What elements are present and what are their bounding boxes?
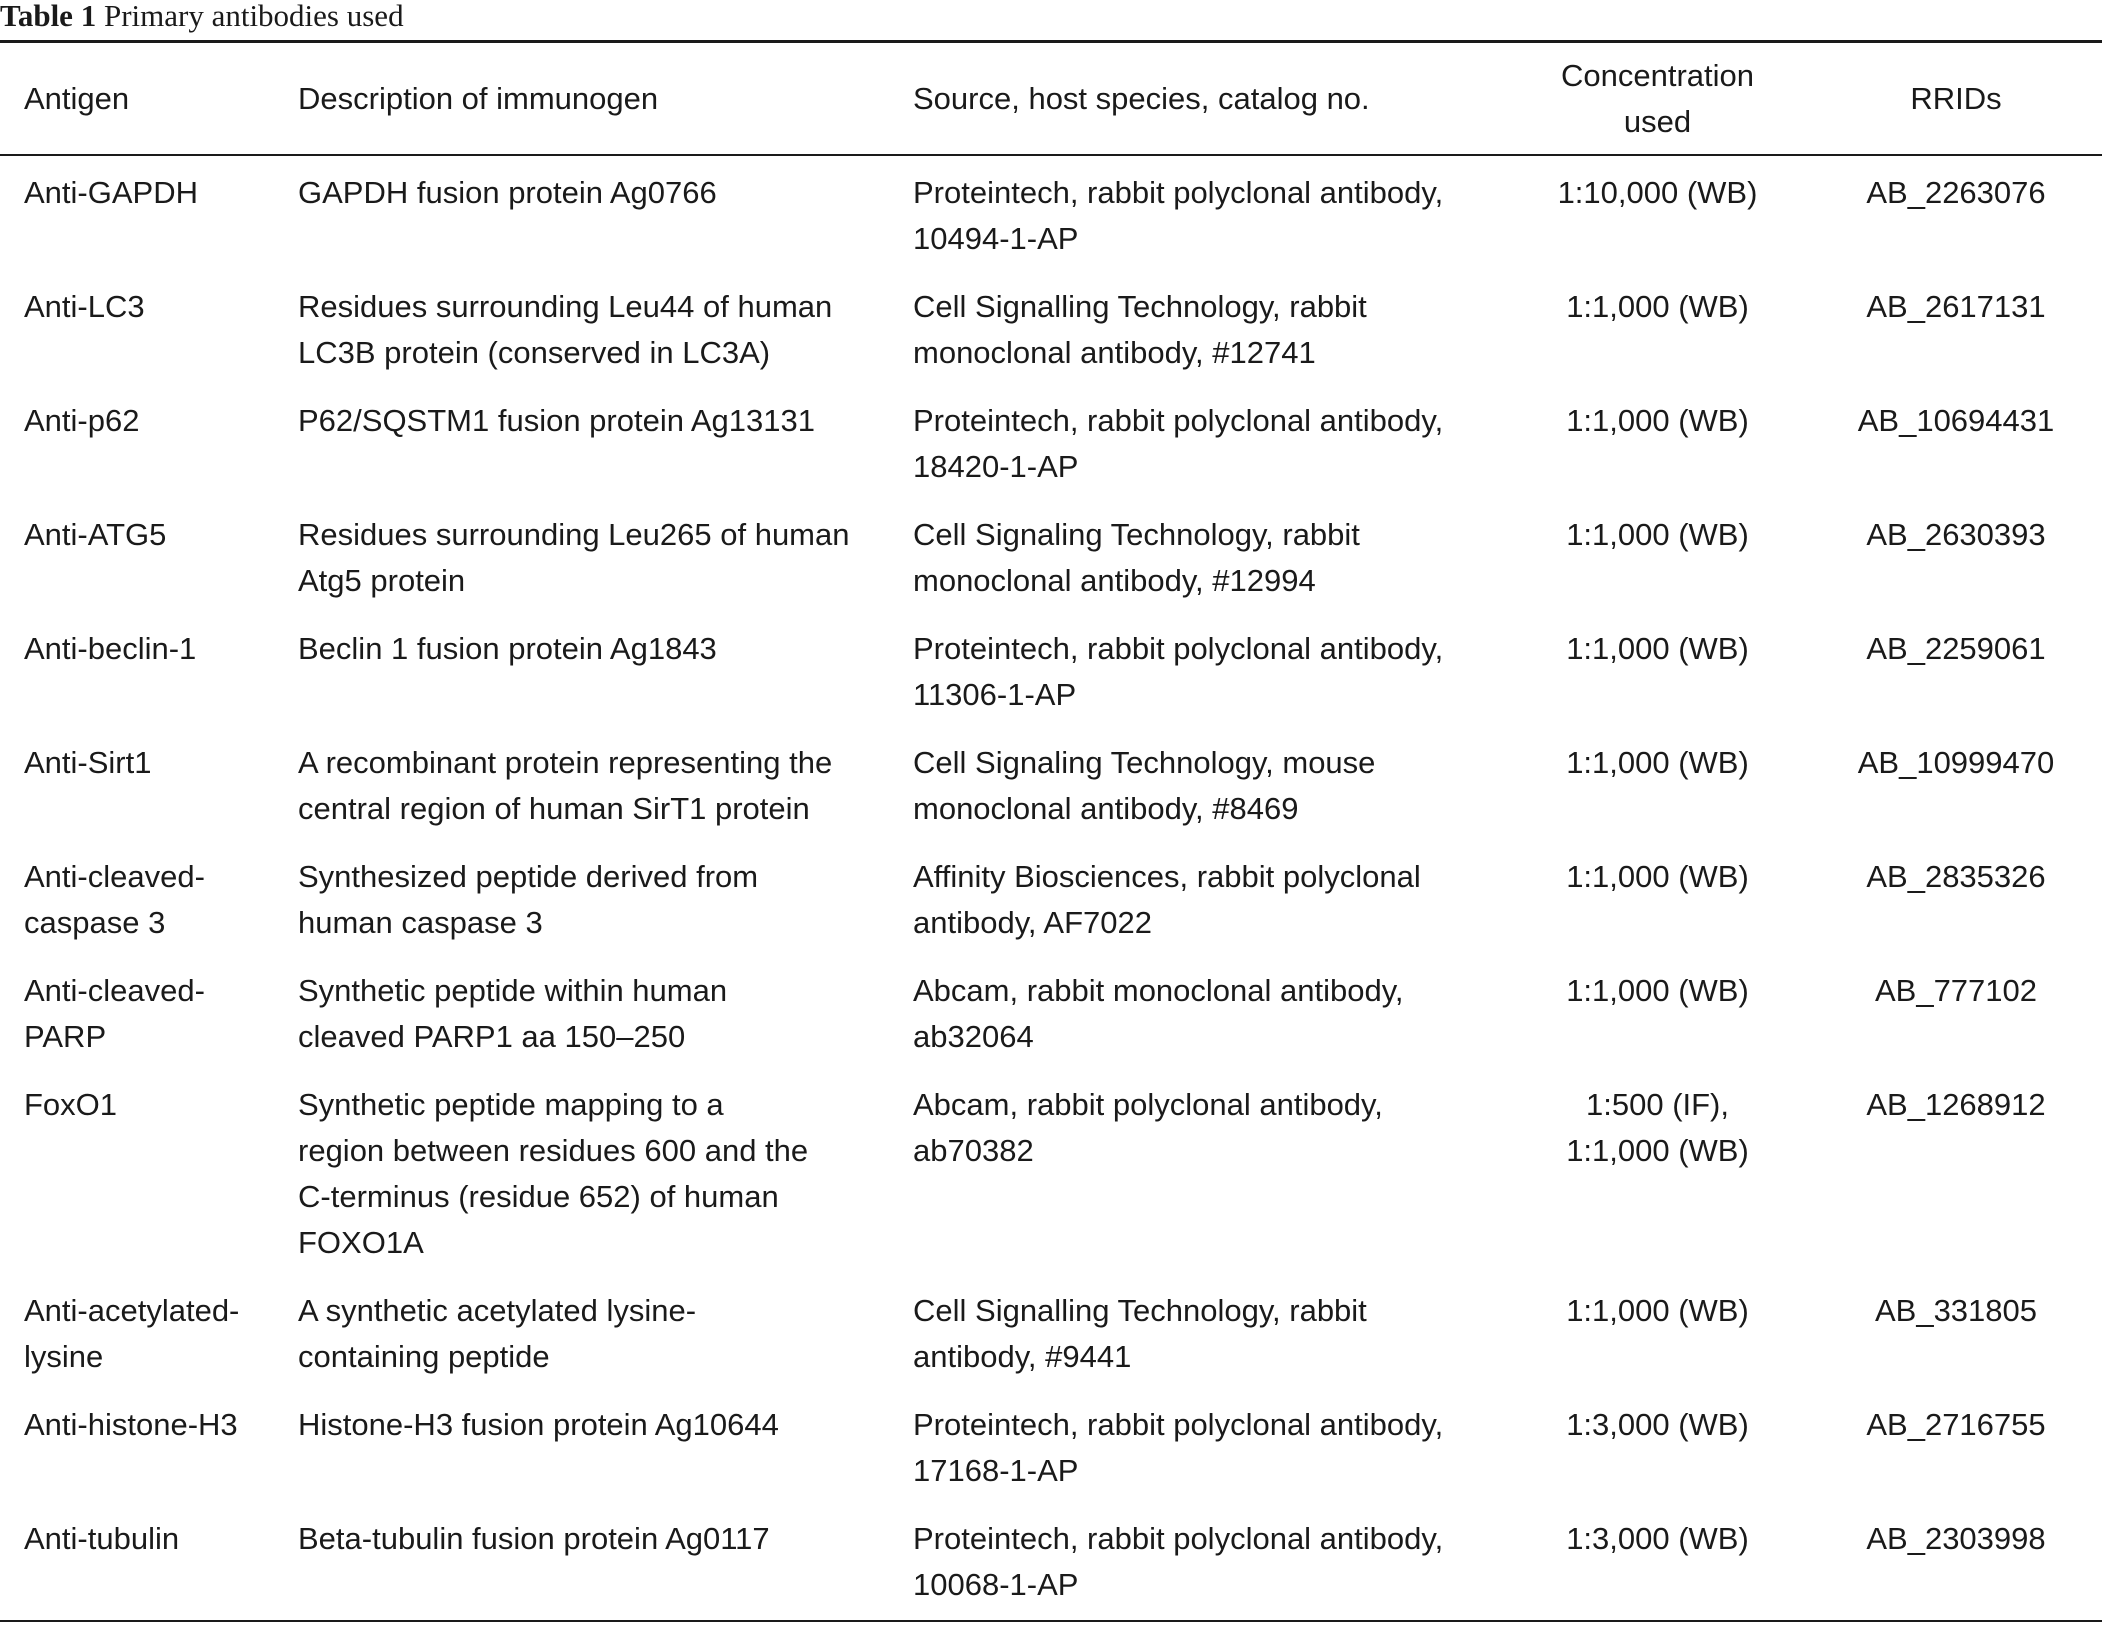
cell-source-line: Cell Signalling Technology, rabbit — [913, 1293, 1367, 1328]
header-concentration — [1505, 43, 1810, 154]
cell-concentration — [1505, 1272, 1810, 1386]
cell-source-line: Cell Signalling Technology, rabbit — [913, 289, 1367, 324]
cell-source — [890, 952, 1505, 1066]
cell-source-line: Cell Signaling Technology, mouse — [913, 745, 1376, 780]
cell-source — [890, 382, 1505, 496]
table-row — [0, 952, 2102, 1066]
cell-description — [275, 1500, 890, 1615]
antibodies-table — [0, 43, 2102, 1615]
cell-description — [275, 496, 890, 610]
cell-antigen — [0, 496, 275, 610]
cell-rrid: AB_10694431 — [1857, 403, 2055, 438]
cell-description-line: containing peptide — [298, 1339, 550, 1374]
header-concentration-line2: used — [1623, 103, 1692, 139]
cell-antigen-line: PARP — [24, 1019, 107, 1054]
cell-antigen-line: caspase 3 — [24, 905, 166, 940]
cell-description-line: Atg5 protein — [298, 563, 466, 598]
table-row — [0, 268, 2102, 382]
cell-description-line: GAPDH fusion protein Ag0766 — [298, 175, 717, 210]
cell-source-line: monoclonal antibody, #12994 — [913, 563, 1316, 598]
cell-rrid: AB_2835326 — [1866, 859, 2046, 894]
cell-antigen-line: Anti-p62 — [24, 403, 140, 438]
cell-description — [275, 1386, 890, 1500]
cell-antigen — [0, 610, 275, 724]
header-antigen: Antigen — [24, 80, 130, 116]
cell-concentration — [1505, 382, 1810, 496]
cell-antigen-line: FoxO1 — [24, 1087, 118, 1122]
cell-source-line: antibody, #9441 — [913, 1339, 1132, 1374]
cell-antigen-line: Anti-Sirt1 — [24, 745, 152, 780]
cell-description-line: A synthetic acetylated lysine- — [298, 1293, 697, 1328]
cell-source — [890, 1500, 1505, 1615]
cell-description-line: FOXO1A — [298, 1225, 424, 1260]
cell-description — [275, 382, 890, 496]
header-concentration-line1: Concentration — [1560, 57, 1754, 93]
cell-source-line: monoclonal antibody, #8469 — [913, 791, 1299, 826]
table-row — [0, 496, 2102, 610]
cell-antigen-line: Anti-histone-H3 — [24, 1407, 238, 1442]
cell-source-line: Proteintech, rabbit polyclonal antibody, — [913, 1521, 1444, 1556]
cell-description-line: LC3B protein (conserved in LC3A) — [298, 335, 771, 370]
cell-concentration — [1505, 154, 1810, 268]
cell-description — [275, 838, 890, 952]
table-row — [0, 724, 2102, 838]
cell-description-line: Histone-H3 fusion protein Ag10644 — [298, 1407, 779, 1442]
cell-description-line: Residues surrounding Leu265 of human — [298, 517, 850, 552]
cell-source-line: 10068-1-AP — [913, 1567, 1079, 1602]
cell-source-line: Proteintech, rabbit polyclonal antibody, — [913, 403, 1444, 438]
table-caption-label: Table 1 — [0, 0, 97, 33]
cell-concentration-line: 1:1,000 (WB) — [1566, 631, 1749, 666]
cell-concentration-line: 1:1,000 (WB) — [1566, 859, 1749, 894]
cell-source-line: Proteintech, rabbit polyclonal antibody, — [913, 175, 1444, 210]
cell-antigen-line: lysine — [24, 1339, 104, 1374]
cell-description — [275, 154, 890, 268]
cell-concentration — [1505, 724, 1810, 838]
cell-concentration-line: 1:1,000 (WB) — [1566, 1133, 1749, 1168]
header-description: Description of immunogen — [298, 80, 659, 116]
cell-antigen — [0, 1500, 275, 1615]
table-row — [0, 1066, 2102, 1272]
cell-source-line: ab32064 — [913, 1019, 1034, 1054]
cell-source-line: ab70382 — [913, 1133, 1034, 1168]
cell-antigen-line: Anti-cleaved- — [24, 973, 205, 1008]
cell-concentration-line: 1:3,000 (WB) — [1566, 1407, 1749, 1442]
cell-rrid: AB_777102 — [1874, 973, 2038, 1008]
cell-antigen-line: Anti-tubulin — [24, 1521, 180, 1556]
cell-antigen — [0, 1066, 275, 1272]
cell-source-line: Abcam, rabbit monoclonal antibody, — [913, 973, 1404, 1008]
cell-description — [275, 1272, 890, 1386]
cell-concentration — [1505, 610, 1810, 724]
cell-concentration-line: 1:1,000 (WB) — [1566, 289, 1749, 324]
cell-description-line: C-terminus (residue 652) of human — [298, 1179, 779, 1214]
table-body — [0, 154, 2102, 1615]
bottom-rule — [0, 1620, 2102, 1622]
cell-source — [890, 496, 1505, 610]
cell-description-line: Synthetic peptide mapping to a — [298, 1087, 724, 1122]
cell-source-line: Affinity Biosciences, rabbit polyclonal — [913, 859, 1421, 894]
cell-source-line: 11306-1-AP — [913, 677, 1077, 712]
cell-rrid: AB_1268912 — [1866, 1087, 2046, 1122]
cell-concentration-line: 1:3,000 (WB) — [1566, 1521, 1749, 1556]
cell-source-line: antibody, AF7022 — [913, 905, 1152, 940]
cell-concentration-line: 1:1,000 (WB) — [1566, 1293, 1749, 1328]
cell-antigen — [0, 154, 275, 268]
cell-rrid: AB_2303998 — [1866, 1521, 2046, 1556]
cell-rrid: AB_2617131 — [1866, 289, 2046, 324]
cell-source-line: 17168-1-AP — [913, 1453, 1079, 1488]
cell-description — [275, 952, 890, 1066]
cell-concentration — [1505, 268, 1810, 382]
cell-concentration — [1505, 1066, 1810, 1272]
cell-rrid: AB_2630393 — [1866, 517, 2046, 552]
cell-antigen-line: Anti-LC3 — [24, 289, 145, 324]
cell-source-line: 18420-1-AP — [913, 449, 1079, 484]
cell-concentration — [1505, 1500, 1810, 1615]
cell-source-line: Abcam, rabbit polyclonal antibody, — [913, 1087, 1383, 1122]
cell-description-line: Beta-tubulin fusion protein Ag0117 — [298, 1521, 770, 1556]
cell-concentration — [1505, 952, 1810, 1066]
cell-rrid: AB_10999470 — [1857, 745, 2055, 780]
cell-antigen — [0, 952, 275, 1066]
cell-antigen — [0, 1272, 275, 1386]
cell-antigen — [0, 382, 275, 496]
cell-source — [890, 1272, 1505, 1386]
cell-concentration-line: 1:1,000 (WB) — [1566, 745, 1749, 780]
cell-description-line: Synthesized peptide derived from — [298, 859, 759, 894]
cell-antigen-line: Anti-ATG5 — [24, 517, 167, 552]
cell-concentration — [1505, 496, 1810, 610]
cell-source — [890, 268, 1505, 382]
cell-rrid: AB_2716755 — [1866, 1407, 2046, 1442]
table-caption — [0, 0, 404, 36]
cell-concentration — [1505, 838, 1810, 952]
cell-concentration-line: 1:1,000 (WB) — [1566, 517, 1749, 552]
cell-description-line: region between residues 600 and the — [298, 1133, 809, 1168]
cell-antigen — [0, 838, 275, 952]
cell-source — [890, 610, 1505, 724]
cell-concentration-line: 1:500 (IF), — [1586, 1087, 1729, 1122]
table-caption-title: Primary antibodies used — [103, 0, 404, 33]
cell-rrid: AB_331805 — [1874, 1293, 2038, 1328]
cell-description-line: A recombinant protein representing the — [298, 745, 833, 780]
cell-description — [275, 268, 890, 382]
cell-antigen-line: Anti-cleaved- — [24, 859, 205, 894]
table-header-row — [0, 43, 2102, 154]
cell-description — [275, 724, 890, 838]
cell-description — [275, 610, 890, 724]
table-row — [0, 610, 2102, 724]
cell-antigen-line: Anti-acetylated- — [24, 1293, 240, 1328]
table-row — [0, 1272, 2102, 1386]
cell-antigen — [0, 268, 275, 382]
cell-source — [890, 724, 1505, 838]
cell-concentration-line: 1:1,000 (WB) — [1566, 973, 1749, 1008]
table-row — [0, 382, 2102, 496]
cell-description-line: human caspase 3 — [298, 905, 543, 940]
cell-source-line: 10494-1-AP — [913, 221, 1079, 256]
header-rrid: RRIDs — [1910, 80, 2002, 116]
table-row — [0, 1386, 2102, 1500]
cell-source — [890, 154, 1505, 268]
cell-source — [890, 1386, 1505, 1500]
cell-concentration — [1505, 1386, 1810, 1500]
cell-rrid: AB_2259061 — [1866, 631, 2046, 666]
cell-source — [890, 1066, 1505, 1272]
cell-antigen-line: Anti-beclin-1 — [24, 631, 197, 666]
table-row — [0, 838, 2102, 952]
cell-concentration-line: 1:1,000 (WB) — [1566, 403, 1749, 438]
table-row — [0, 154, 2102, 268]
header-source: Source, host species, catalog no. — [913, 80, 1370, 116]
cell-description-line: Synthetic peptide within human — [298, 973, 728, 1008]
cell-antigen — [0, 724, 275, 838]
cell-description-line: P62/SQSTM1 fusion protein Ag13131 — [298, 403, 815, 438]
cell-source — [890, 838, 1505, 952]
cell-concentration-line: 1:10,000 (WB) — [1557, 175, 1758, 210]
cell-source-line: Proteintech, rabbit polyclonal antibody, — [913, 1407, 1444, 1442]
table-row — [0, 1500, 2102, 1615]
cell-description — [275, 1066, 890, 1272]
cell-description-line: Beclin 1 fusion protein Ag1843 — [298, 631, 717, 666]
cell-description-line: Residues surrounding Leu44 of human — [298, 289, 833, 324]
cell-source-line: Cell Signaling Technology, rabbit — [913, 517, 1360, 552]
cell-source-line: Proteintech, rabbit polyclonal antibody, — [913, 631, 1444, 666]
cell-antigen — [0, 1386, 275, 1500]
cell-antigen-line: Anti-GAPDH — [24, 175, 198, 210]
cell-source-line: monoclonal antibody, #12741 — [913, 335, 1316, 370]
cell-description-line: cleaved PARP1 aa 150–250 — [298, 1019, 686, 1054]
cell-description-line: central region of human SirT1 protein — [298, 791, 810, 826]
cell-rrid: AB_2263076 — [1866, 175, 2046, 210]
